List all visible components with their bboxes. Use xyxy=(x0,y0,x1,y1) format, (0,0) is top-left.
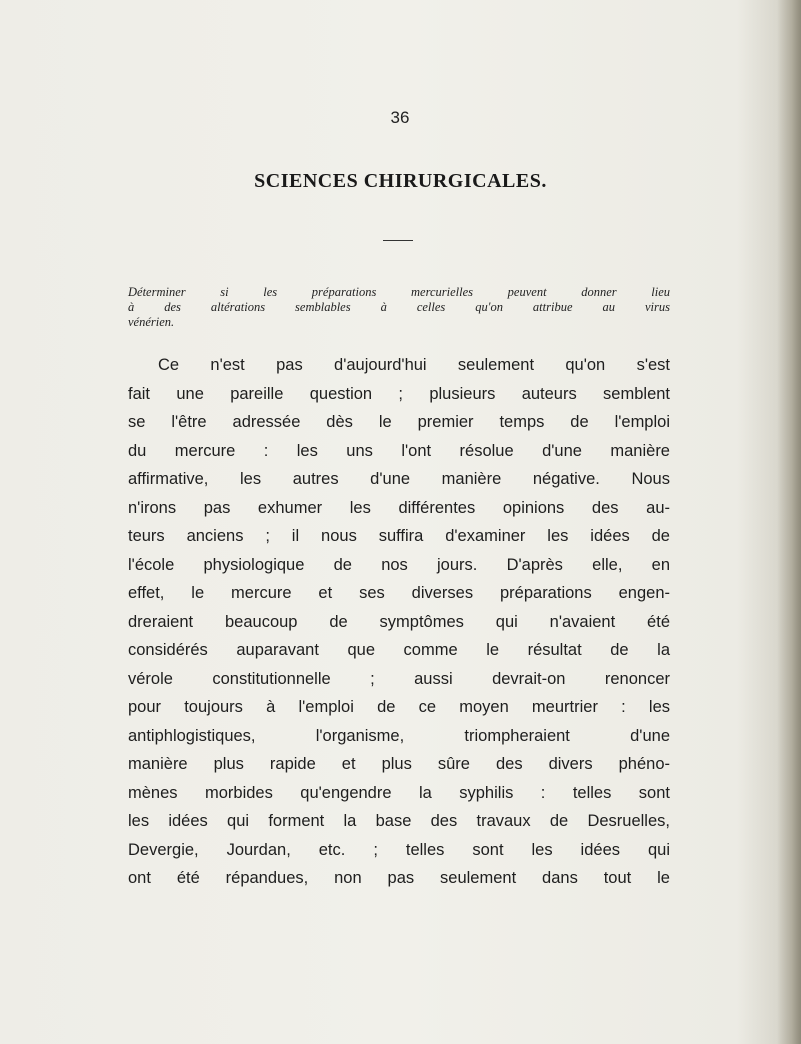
body-line: teurs anciens ; il nous suffira d'examiner les idées de xyxy=(128,527,670,545)
section-rule xyxy=(383,240,413,241)
running-head: SCIENCES CHIRURGICALES. xyxy=(254,170,547,192)
question-line-last: vénérien. xyxy=(128,315,175,329)
body-line: mènes morbides qu'engendre la syphilis : telles sont xyxy=(128,783,670,802)
page-edge-shadow xyxy=(777,0,801,1044)
page-number: 36 xyxy=(390,108,410,127)
body-line: pour toujours à l'emploi de ce moyen meurtrier : les xyxy=(128,698,670,716)
body-line: vérole constitutionnelle ; aussi devrait-on renoncer xyxy=(128,669,670,688)
body-line: ont été répandues, non pas seulement dans tout le xyxy=(128,869,670,887)
body-line: fait une pareille question ; plusieurs auteurs semblent xyxy=(128,384,670,403)
question-line: à des altérations semblables à celles qu'on attribue au virus xyxy=(128,300,670,314)
body-line: affirmative, les autres d'une manière négative. Nous xyxy=(128,470,670,488)
question-line: Déterminer si les préparations mercurielles peuvent donner lieu xyxy=(128,285,670,299)
body-line: Devergie, Jourdan, etc. ; telles sont les idées qui xyxy=(128,840,670,859)
body-line: les idées qui forment la base des travaux de Desruelles, xyxy=(128,812,670,830)
body-line: se l'être adressée dès le premier temps de l'emploi xyxy=(128,413,670,431)
body-line: l'école physiologique de nos jours. D'après elle, en xyxy=(128,555,670,574)
body-line: dreraient beaucoup de symptômes qui n'avaient été xyxy=(128,612,670,631)
body-line: n'irons pas exhumer les différentes opinions des au- xyxy=(128,498,670,517)
body-line: manière plus rapide et plus sûre des divers phéno- xyxy=(128,755,670,773)
body-line: Ce n'est pas d'aujourd'hui seulement qu'on s'est xyxy=(158,356,670,374)
body-line: du mercure : les uns l'ont résolue d'une manière xyxy=(128,441,670,460)
body-line: antiphlogistiques, l'organisme, triompheraient d'une xyxy=(128,726,670,745)
body-line: considérés auparavant que comme le résultat de la xyxy=(128,641,670,659)
body-line: effet, le mercure et ses diverses préparations engen- xyxy=(128,584,670,602)
body-paragraph xyxy=(128,351,670,893)
question-heading xyxy=(128,285,670,330)
